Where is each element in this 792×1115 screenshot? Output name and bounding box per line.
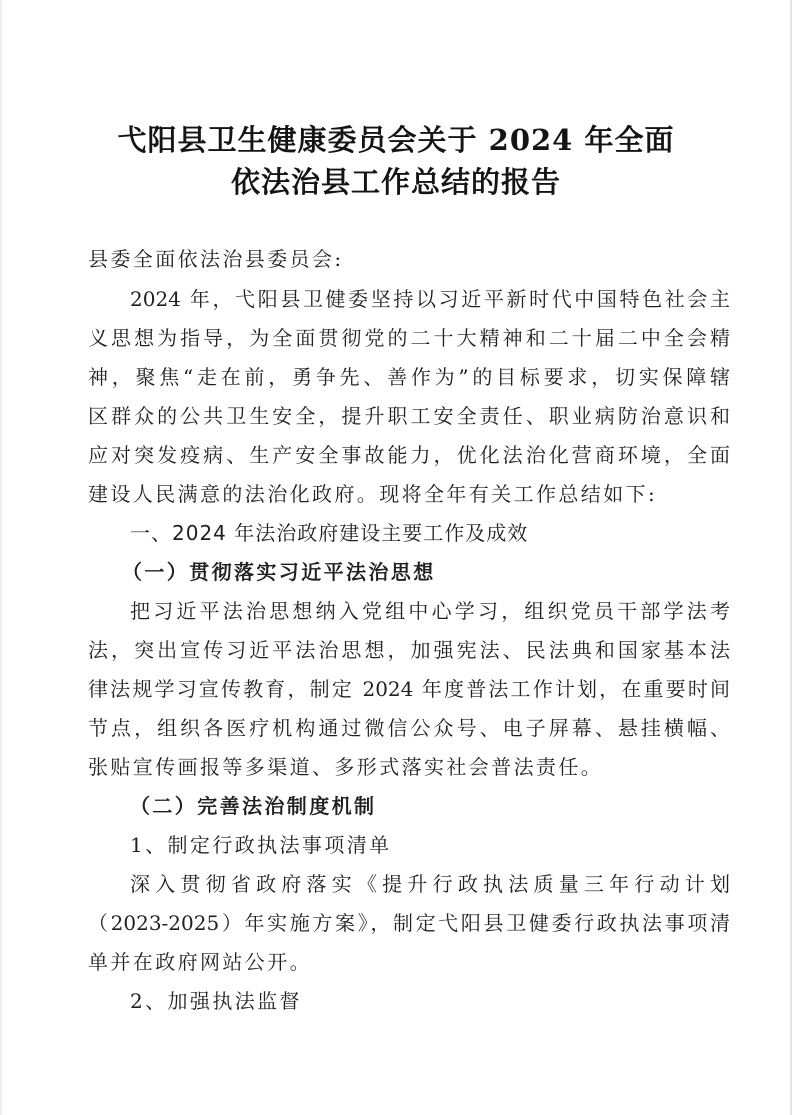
item-1-heading: 1、制定行政执法事项清单 [130, 833, 392, 857]
title-line-1: 弋阳县卫生健康委员会关于 2024 年全面 [117, 123, 675, 157]
item1-line-1: 深入贯彻省政府落实《提升行政执法质量三年行动计划 [130, 872, 730, 896]
item1-line-3: 单并在政府网站公开。 [88, 950, 312, 974]
intro-line-5: 应对突发疫病、生产安全事故能力，优化法治化营商环境，全面 [88, 443, 730, 467]
addressee: 县委全面依法治县委员会: [88, 247, 344, 271]
intro-line-3: 神，聚焦“走在前，勇争先、善作为”的目标要求，切实保障辖 [88, 365, 730, 389]
sub1-line-5: 张贴宣传画报等多渠道、多形式落实社会普法责任。 [88, 755, 604, 779]
sub1-line-4: 节点，组织各医疗机构通过微信公众号、电子屏幕、悬挂横幅、 [88, 716, 730, 740]
subsection-2-heading: （二）完善法治制度机制 [130, 794, 377, 818]
subsection-1-heading: （一）贯彻落实习近平法治思想 [122, 560, 436, 584]
item-2-heading: 2、加强执法监督 [130, 989, 302, 1013]
sub1-line-3: 律法规学习宣传教育，制定 2024 年度普法工作计划，在重要时间 [88, 677, 730, 701]
intro-line-1: 2024 年，弋阳县卫健委坚持以习近平新时代中国特色社会主 [130, 287, 730, 311]
sub1-line-2: 法，突出宣传习近平法治思想，加强宪法、民法典和国家基本法 [88, 638, 730, 662]
sub1-line-1: 把习近平法治思想纳入党组中心学习，组织党员干部学法考 [130, 599, 730, 623]
intro-line-6: 建设人民满意的法治化政府。现将全年有关工作总结如下: [88, 482, 658, 506]
intro-line-2: 义思想为指导，为全面贯彻党的二十大精神和二十届二中全会精 [88, 326, 730, 350]
item1-line-2: （2023-2025）年实施方案》，制定弋阳县卫健委行政执法事项清 [88, 911, 730, 935]
intro-line-4: 区群众的公共卫生安全，提升职工安全责任、职业病防治意识和 [88, 404, 730, 428]
section-1-heading: 一、2024 年法治政府建设主要工作及成效 [130, 521, 529, 545]
title-line-2: 依法治县工作总结的报告 [230, 165, 561, 199]
